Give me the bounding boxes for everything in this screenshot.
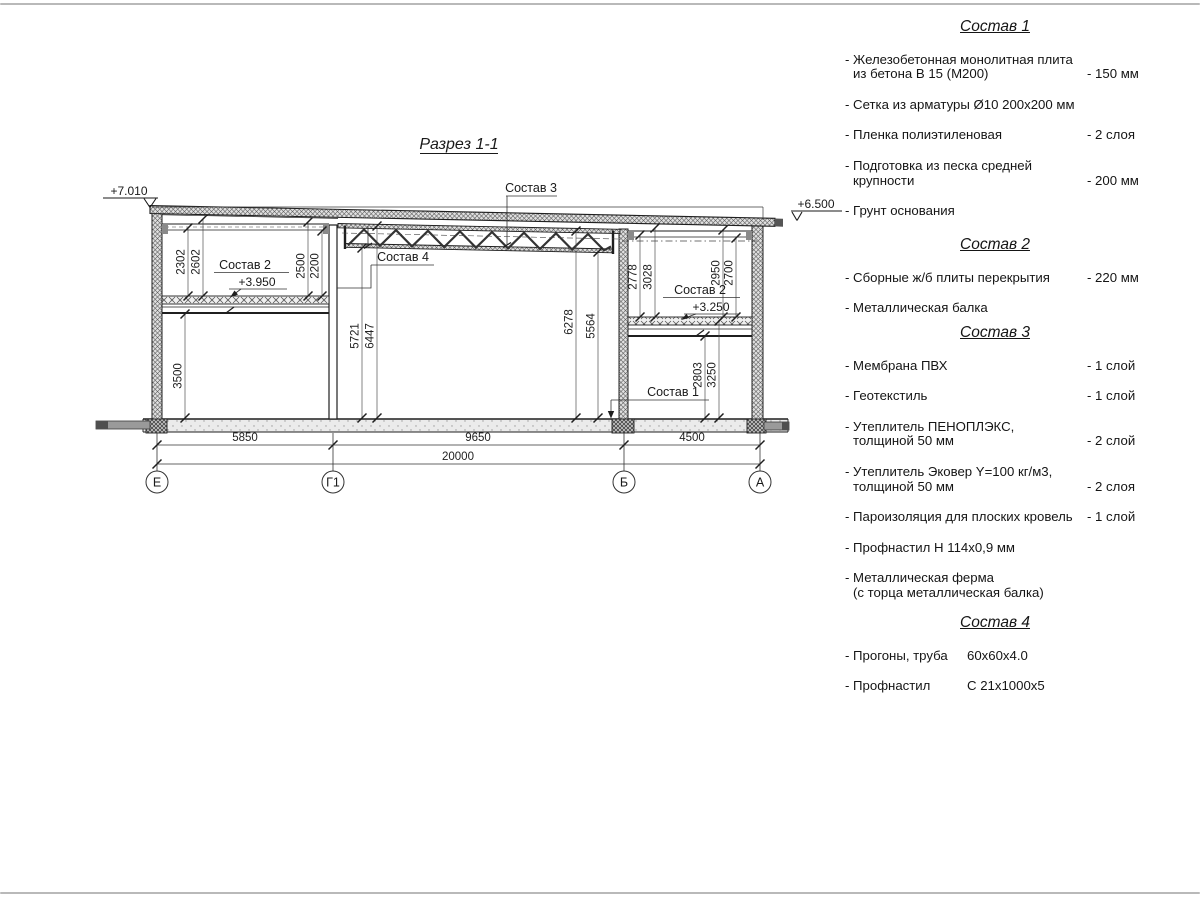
horizontal-dimension-texts xyxy=(232,432,705,463)
drawing-title: Разрез 1-1 xyxy=(419,136,499,153)
callout-sostav4: Состав 4 xyxy=(377,250,429,264)
axis-bubbles xyxy=(146,471,771,493)
legend-item: - Сетка из арматуры Ø10 200х200 мм xyxy=(845,96,1075,112)
legend-item: - Прогоны, труба 60х60х4.0 xyxy=(845,647,1028,663)
dim-span-1: 5850 xyxy=(232,432,258,444)
legend-item: - Металлическая балка xyxy=(845,300,988,316)
legend-item: - Металлическая ферма (с торца металлическая балка) xyxy=(845,570,1044,600)
svg-text:6447: 6447 xyxy=(364,323,377,349)
axis-labels xyxy=(153,476,765,490)
legend-heading: Состав 2 xyxy=(960,236,1030,253)
svg-text:2200: 2200 xyxy=(309,253,322,279)
legend-heading: Состав 1 xyxy=(960,18,1030,35)
svg-text:2302: 2302 xyxy=(175,249,188,275)
svg-text:6278: 6278 xyxy=(563,309,576,335)
svg-text:2700: 2700 xyxy=(723,260,736,286)
legend-section-sostav1 xyxy=(845,20,1145,235)
callout-sostav2-right: Состав 2 xyxy=(674,283,726,297)
legend-section-sostav3 xyxy=(845,326,1145,617)
legend-section-sostav4 xyxy=(845,616,1145,710)
svg-text:3028: 3028 xyxy=(642,264,655,290)
svg-text:2778: 2778 xyxy=(627,264,640,290)
legend-item: - Геотекстиль - 1 слой xyxy=(845,388,1136,404)
svg-text:3250: 3250 xyxy=(706,362,719,388)
ground-slab xyxy=(143,419,788,432)
legend-item: - Подготовка из песка средней крупности - 200 мм xyxy=(845,157,1139,188)
dim-span-3: 4500 xyxy=(679,432,705,444)
dim-total: 20000 xyxy=(442,451,474,463)
axis-label-a: А xyxy=(755,475,765,490)
callout-sostav3: Состав 3 xyxy=(505,181,557,195)
legend-item: - Утеплитель ПЕНОПЛЭКС, толщиной 50 мм - 2 слой xyxy=(845,418,1136,449)
legend-item: - Пароизоляция для плоских кровель - 1 слой xyxy=(845,509,1136,525)
left-mezzanine-floor xyxy=(162,296,329,313)
svg-text:5721: 5721 xyxy=(349,323,362,349)
legend-heading: Состав 3 xyxy=(960,324,1030,341)
axis-label-b: Б xyxy=(619,475,629,490)
svg-text:5564: 5564 xyxy=(585,313,598,339)
callout-sostav1: Состав 1 xyxy=(647,385,699,399)
legend-heading: Состав 4 xyxy=(960,614,1030,631)
legend-item: - Профнастил С 21х1000х5 xyxy=(845,678,1045,694)
elevation-roof-left: +7.010 xyxy=(110,184,148,198)
svg-text:2602: 2602 xyxy=(190,249,203,275)
legend-item: - Грунт основания xyxy=(845,203,955,219)
axis-label-e: Е xyxy=(152,475,162,490)
elevation-roof-right: +6.500 xyxy=(797,197,835,211)
legend-item: - Мембрана ПВХ - 1 слой xyxy=(845,357,1136,373)
axis-label-g1: Г1 xyxy=(326,475,340,490)
dim-span-2: 9650 xyxy=(465,432,491,444)
legend-item: - Профнастил Н 114х0,9 мм xyxy=(845,539,1015,555)
svg-text:2950: 2950 xyxy=(710,260,723,286)
legend-item: - Пленка полиэтиленовая - 2 слоя xyxy=(845,127,1135,143)
legend-section-sostav2 xyxy=(845,238,1145,332)
legend-item: - Железобетонная монолитная плита из бетона В 15 (М200) - 150 мм xyxy=(845,51,1139,82)
legend-item: - Сборные ж/б плиты перекрытия - 220 мм xyxy=(845,269,1139,285)
elevation-floor-right: +3.250 xyxy=(692,300,730,314)
svg-text:3500: 3500 xyxy=(172,363,185,389)
svg-text:2803: 2803 xyxy=(692,362,705,388)
legend-item: - Утеплитель Эковер Y=100 кг/м3, толщиной 50 мм - 2 слоя xyxy=(845,463,1135,494)
elevation-floor-left: +3.950 xyxy=(238,275,276,289)
callout-sostav2-left: Состав 2 xyxy=(219,258,271,272)
svg-text:2500: 2500 xyxy=(295,253,308,279)
